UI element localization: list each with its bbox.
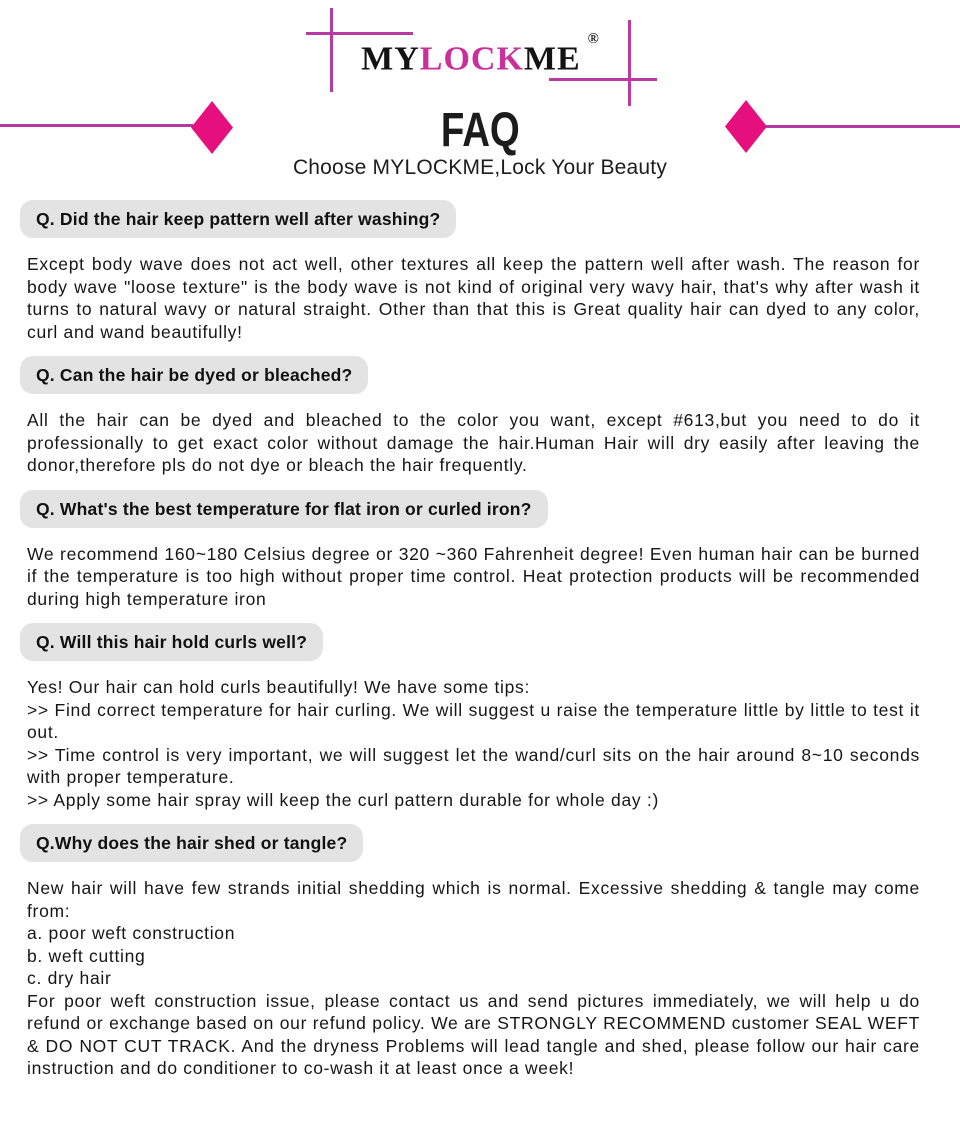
answer-paragraph: a. poor weft construction xyxy=(27,923,236,943)
registered-trademark-icon: ® xyxy=(587,31,599,47)
answer-paragraph: We recommend 160~180 Celsius degree or 320 ~360 Fahrenheit degree! Even human hair can be burned if the temperature is too high without proper time control. Heat protection products will be recommended during high temperature iron xyxy=(27,543,920,609)
answer-paragraph: c. dry hair xyxy=(27,968,112,988)
answer-paragraph: Yes! Our hair can hold curls beautifully! We have some tips: xyxy=(27,677,531,697)
question-pill: Q. What's the best temperature for flat iron or curled iron? xyxy=(20,490,548,528)
answer-text xyxy=(27,543,920,611)
answer-text xyxy=(27,409,920,477)
logo-cross-left-horizontal xyxy=(306,32,413,35)
faq-item xyxy=(27,623,920,811)
page-subtitle: Choose MYLOCKME,Lock Your Beauty xyxy=(292,156,668,179)
diamond-icon xyxy=(191,101,233,154)
page-title: FAQ xyxy=(440,104,520,157)
answer-text xyxy=(27,877,920,1080)
logo-text-my: MY xyxy=(361,40,420,78)
faq-list xyxy=(0,200,960,1080)
answer-paragraph: b. weft cutting xyxy=(27,945,146,966)
answer-paragraph: Except body wave does not act well, other textures all keep the pattern well after wash. The reason for body wave "loose texture" is the body wave is not kind of original very wavy hair, that's why after wash it turns to natural wavy or natural straight. Other than that this is Great quality hair can dyed to any color, curl and wand beautifully! xyxy=(27,254,920,342)
question-pill: Q.Why does the hair shed or tangle? xyxy=(20,824,363,862)
diamond-icon xyxy=(725,100,767,153)
question-pill: Q. Can the hair be dyed or bleached? xyxy=(20,356,368,394)
faq-item xyxy=(27,200,920,343)
faq-item xyxy=(27,824,920,1080)
faq-item xyxy=(27,356,920,477)
answer-paragraph: All the hair can be dyed and bleached to the color you want, except #613,but you need to do it professionally to get exact color without damage the hair.Human Hair will dry easily after leaving the donor,therefore pls do not dye or bleach the hair frequently. xyxy=(27,410,920,475)
question-pill: Q. Did the hair keep pattern well after washing? xyxy=(20,200,456,238)
logo-cross-right-horizontal xyxy=(549,78,657,81)
answer-paragraph: >> Time control is very important, we will suggest let the wand/curl sits on the hair around 8~10 seconds with proper temperature. xyxy=(27,744,920,787)
logo-area xyxy=(0,0,960,108)
answer-paragraph: >> Apply some hair spray will keep the curl pattern durable for whole day :) xyxy=(27,789,659,810)
answer-paragraph: For poor weft construction issue, please contact us and send pictures immediately, we will help u do refund or exchange based on our refund policy. We are STRONGLY RECOMMEND customer SEAL WEFT & DO NOT CUT TRACK. And the dryness Problems will lead tangle and shed, please follow our hair care instruction and do conditioner to co-wash it at least once a week! xyxy=(27,990,920,1078)
faq-item xyxy=(27,490,920,611)
answer-text xyxy=(27,676,920,811)
answer-paragraph: New hair will have few strands initial shedding which is normal. Excessive shedding & tangle may come from: xyxy=(27,878,920,921)
header-line-left xyxy=(0,124,193,127)
logo-text-me: ME xyxy=(523,40,581,78)
logo-text-lock: LOCK xyxy=(419,40,524,78)
question-pill: Q. Will this hair hold curls well? xyxy=(20,623,323,661)
header-line-right xyxy=(766,125,960,128)
brand-logo xyxy=(0,31,960,78)
answer-paragraph: >> Find correct temperature for hair curling. We will suggest u raise the temperature little by little to test it out. xyxy=(27,699,920,742)
faq-header xyxy=(0,104,960,200)
answer-text xyxy=(27,253,920,343)
